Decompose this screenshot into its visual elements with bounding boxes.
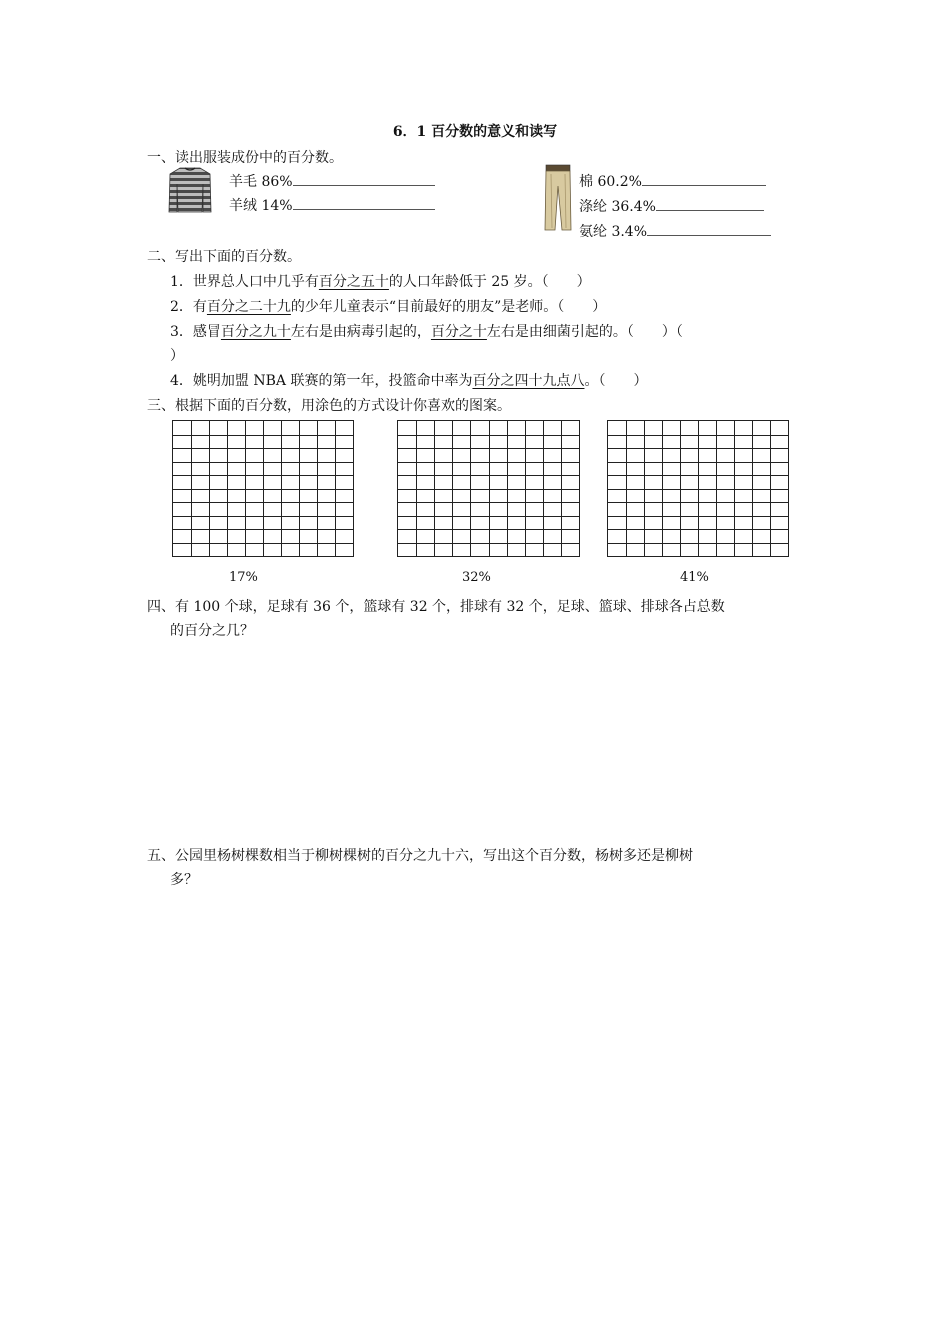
pants-item-3: 氨纶 3.4% [579,221,771,241]
answer-blank[interactable] [642,173,766,186]
grid-1-label: 17% [229,570,258,585]
section-4-line-1: 四、有 100 个球，足球有 36 个，篮球有 32 个，排球有 32 个，足球、篮球、排球各占总数 [147,599,725,615]
section-2-heading: 二、写出下面的百分数。 [147,249,301,265]
sweater-item-2: 羊绒 14% [229,195,435,215]
color-grid-2[interactable] [397,420,580,557]
pants-item-2: 涤纶 36.4% [579,196,764,216]
answer-blank[interactable] [647,223,771,236]
answer-blank[interactable] [293,173,435,186]
section-4-line-2: 的百分之几？ [170,623,254,639]
pants-image [543,164,573,232]
question-2-1: 1．世界总人口中几乎有百分之五十的人口年龄低于 25 岁。（ ） [170,274,591,290]
question-2-4: 4．姚明加盟 NBA 联赛的第一年，投篮命中率为百分之四十九点八。（ ） [170,373,648,389]
question-2-3: 3．感冒百分之九十左右是由病毒引起的，百分之十左右是由细菌引起的。（ ）（ [170,324,683,340]
sweater-image [168,166,212,214]
pants-item-1: 棉 60.2% [579,171,766,191]
section-5-line-1: 五、公园里杨树棵数相当于柳树棵树的百分之九十六，写出这个百分数，杨树多还是柳树 [147,848,693,864]
section-5-line-2: 多？ [170,872,198,888]
color-grid-1[interactable] [172,420,354,557]
answer-blank[interactable] [293,197,435,210]
color-grid-3[interactable] [607,420,789,557]
answer-blank[interactable] [656,198,764,211]
question-2-3-cont: ） [170,348,184,364]
grid-3-label: 41% [680,570,709,585]
section-3-heading: 三、根据下面的百分数，用涂色的方式设计你喜欢的图案。 [147,398,511,414]
grid-2-label: 32% [462,570,491,585]
page-title: 6．1 百分数的意义和读写 [392,124,558,140]
section-1-heading: 一、读出服装成份中的百分数。 [147,150,343,166]
question-2-2: 2．有百分之二十九的少年儿童表示“目前最好的朋友”是老师。（ ） [170,299,607,315]
sweater-item-1: 羊毛 86% [229,171,435,191]
